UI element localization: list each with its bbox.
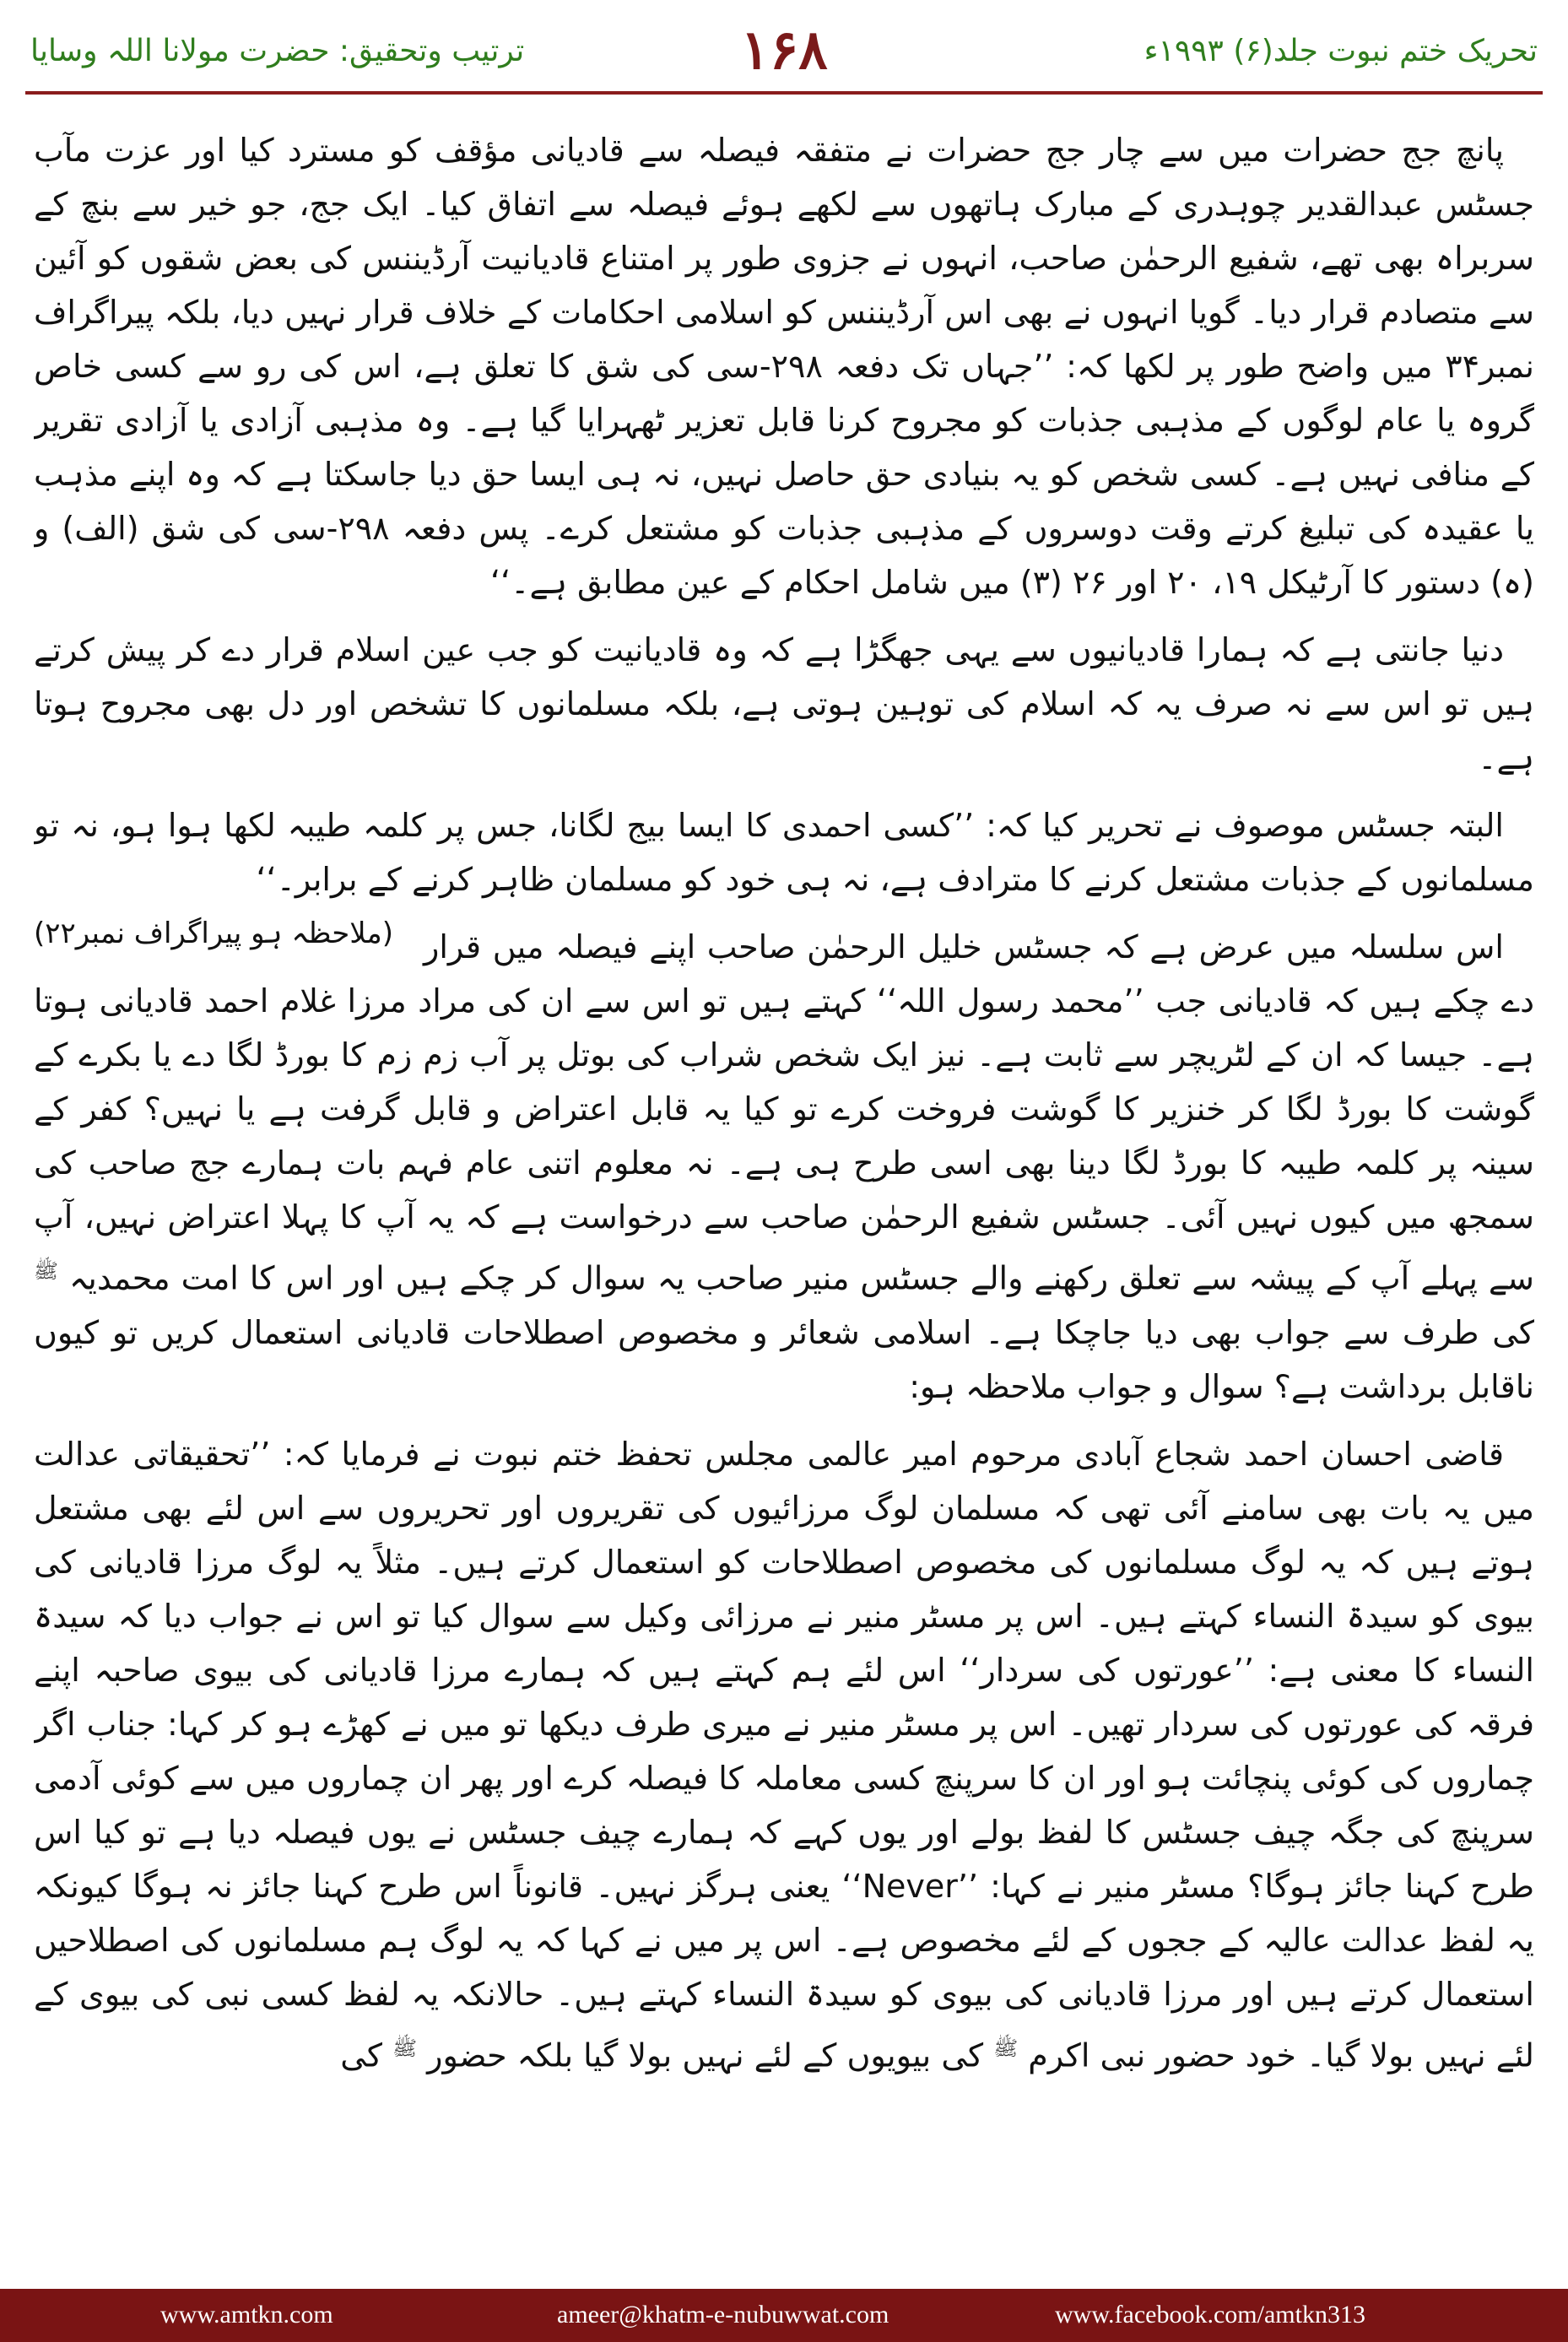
page-footer bbox=[0, 2289, 1568, 2342]
book-title: تحریک ختم نبوت جلد(۶) ۱۹۹۳ء bbox=[1144, 34, 1538, 68]
argument-text-cont: کی طرف سے جواب بھی دیا جاچکا ہے۔ اسلامی شعائر و مخصوص اصطلاحات قادیانی استعمال کریں تو کیوں ناقابل برداشت ہے؟ سوال و جواب ملاحظہ ہو: bbox=[34, 1313, 1534, 1405]
paragraph-testimony bbox=[34, 1427, 1534, 2083]
website-link[interactable]: www.amtkn.com bbox=[160, 2301, 333, 2328]
paragraph-badge bbox=[34, 798, 1534, 950]
header-divider bbox=[25, 91, 1543, 95]
paragraph-reference: (ملاحظہ ہو پیراگراف نمبر۲۲) bbox=[34, 917, 394, 950]
compiler-credit: ترتیب وتحقیق: حضرت مولانا اللہ وسایا bbox=[30, 34, 525, 68]
paragraph-argument bbox=[34, 920, 1534, 1414]
page-number: ۱۶۸ bbox=[740, 19, 828, 82]
salutation-symbol: ﷺ bbox=[392, 2036, 418, 2060]
paragraph-verdict: پانچ جج حضرات میں سے چار جج حضرات نے متفقہ فیصلہ سے قادیانی مؤقف کو مسترد کیا اور عزت مآب جسٹس عبدالقدیر چوہدری کے مبارک ہاتھوں سے لکھے ہوئے فیصلہ سے اتفاق کیا۔ ایک جج، جو خیر سے بنچ کے سربراہ بھی تھے، شفیع الرحمٰن صاحب، انہوں نے جزوی طور پر امتناع قادیانیت آرڈیننس کی بعض شقوں کو آئین سے متصادم قرار دیا۔ گویا انہوں نے بھی اس آرڈیننس کو اسلامی احکامات کے خلاف قرار نہیں دیا، بلکہ پیراگراف نمبر۳۴ میں واضح طور پر لکھا کہ: ’’جہاں تک دفعہ ۲۹۸-سی کی شق کا تعلق ہے، اس کی رو سے کسی خاص گروہ یا عام لوگوں کے مذہبی جذبات کو مجروح کرنا قابل تعزیر ٹھہرایا گیا ہے۔ وہ مذہبی آزادی یا آزادی تقریر کے منافی نہیں ہے۔ کسی شخص کو یہ بنیادی حق حاصل نہیں، نہ ہی ایسا حق دیا جاسکتا ہے کہ وہ اپنے مذہب یا عقیدہ کی تبلیغ کرتے وقت دوسروں کے مذہبی جذبات کو مشتعل کرے۔ پس دفعہ ۲۹۸-سی کی شق (الف) و (ہ) دستور کا آرٹیکل ۱۹، ۲۰ اور ۲۶ (۳) میں شامل احکام کے عین مطابق ہے۔‘‘ bbox=[34, 132, 1534, 601]
badge-quote: البتہ جسٹس موصوف نے تحریر کیا کہ: ’’کسی احمدی کا ایسا بیج لگانا، جس پر کلمہ طیبہ لکھا ہوا ہو، نہ تو مسلمانوں کے جذبات مشتعل کرنے کا مترادف ہے، نہ ہی خود کو مسلمان ظاہر کرنے کے برابر۔‘‘ bbox=[34, 807, 1534, 898]
testimony-text-end: کی bbox=[340, 2036, 382, 2074]
argument-text: اس سلسلہ میں عرض ہے کہ جسٹس خلیل الرحمٰن صاحب اپنے فیصلہ میں قرار دے چکے ہیں کہ قادیانی جب ’’محمد رسول اللہ‘‘ کہتے ہیں تو اس سے ان کی مراد مرزا غلام احمد قادیانی ہوتا ہے۔ جیسا کہ ان کے لٹریچر سے ثابت ہے۔ نیز ایک شخص شراب کی بوتل پر آب زم زم کا بورڈ لگا دے یا بکرے کے گوشت کا بورڈ لگا کر خنزیر کا گوشت فروخت کرے تو کیا یہ قابل اعتراض و قابل گرفت ہے یا نہیں؟ کفر کے سینہ پر کلمہ طیبہ کا بورڈ لگا دینا بھی اسی طرح ہی ہے۔ نہ معلوم اتنی عام فہم بات ہمارے جج صاحب کی سمجھ میں کیوں نہیں آئی۔ جسٹس شفیع الرحمٰن صاحب سے درخواست ہے کہ یہ آپ کا پہلا اعتراض نہیں، آپ سے پہلے آپ کے پیشہ سے تعلق رکھنے والے جسٹس منیر صاحب یہ سوال کر چکے ہیں اور اس کا امت محمدیہ bbox=[34, 928, 1534, 1297]
testimony-text-cont: کی بیویوں کے لئے نہیں بولا گیا بلکہ حضور bbox=[427, 2036, 984, 2074]
page-body bbox=[34, 123, 1534, 2258]
page-header bbox=[0, 0, 1568, 100]
testimony-text: قاضی احسان احمد شجاع آبادی مرحوم امیر عالمی مجلس تحفظ ختم نبوت نے فرمایا کہ: ’’تحقیقاتی عدالت میں یہ بات بھی سامنے آئی تھی کہ مسلمان لوگ مرزائیوں کی تقریروں اور تحریروں سے اس لئے بھی مشتعل ہوتے ہیں کہ یہ لوگ مسلمانوں کی مخصوص اصطلاحات کو استعمال کرتے ہیں۔ مثلاً یہ لوگ مرزا قادیانی کی بیوی کو سیدۃ النساء کہتے ہیں۔ اس پر مسٹر منیر نے مرزائی وکیل سے سوال کیا تو اس نے جواب دیا کہ سیدۃ النساء کا معنی ہے: ’’عورتوں کی سردار‘‘ اس لئے ہم کہتے ہیں کہ ہمارے مرزا قادیانی کی بیوی صاحبہ اپنے فرقہ کی عورتوں کی سردار تھیں۔ اس پر مسٹر منیر نے میری طرف دیکھا تو میں نے کھڑے ہو کر کہا: جناب اگر چماروں کی کوئی پنچائت ہو اور ان کا سرپنچ کسی معاملہ کا فیصلہ کرے اور پھر ان چماروں میں سے کوئی آدمی سرپنچ کی جگہ چیف جسٹس کا لفظ بولے اور یوں کہے کہ ہمارے چیف جسٹس نے یوں فیصلہ دیا ہے تو کیا اس طرح کہنا جائز ہوگا؟ مسٹر منیر نے کہا: ’’Never‘‘ یعنی ہرگز نہیں۔ قانوناً اس طرح کہنا جائز نہ ہوگا کیونکہ یہ لفظ عدالت عالیہ کے ججوں کے لئے مخصوص ہے۔ اس پر میں نے کہا کہ یہ لوگ ہم مسلمانوں کی اصطلاحیں استعمال کرتے ہیں اور مرزا قادیانی کی بیوی کو سیدۃ النساء کہتے ہیں۔ حالانکہ یہ لفظ کسی نبی کی بیوی کے لئے نہیں بولا گیا۔ خود حضور نبی اکرم bbox=[34, 1435, 1534, 2074]
facebook-link[interactable]: www.facebook.com/amtkn313 bbox=[1055, 2301, 1365, 2328]
email-link[interactable]: ameer@khatm-e-nubuwwat.com bbox=[557, 2301, 889, 2328]
paragraph-dispute: دنیا جانتی ہے کہ ہمارا قادیانیوں سے یہی جھگڑا ہے کہ وہ قادیانیت کو جب عین اسلام قرار دے کر پیش کرتے ہیں تو اس سے نہ صرف یہ کہ اسلام کی توہین ہوتی ہے، بلکہ مسلمانوں کا تشخص اور دل بھی مجروح ہوتا ہے۔ bbox=[34, 631, 1534, 776]
salutation-symbol: ﷺ bbox=[34, 1259, 58, 1283]
salutation-symbol: ﷺ bbox=[993, 2036, 1019, 2060]
